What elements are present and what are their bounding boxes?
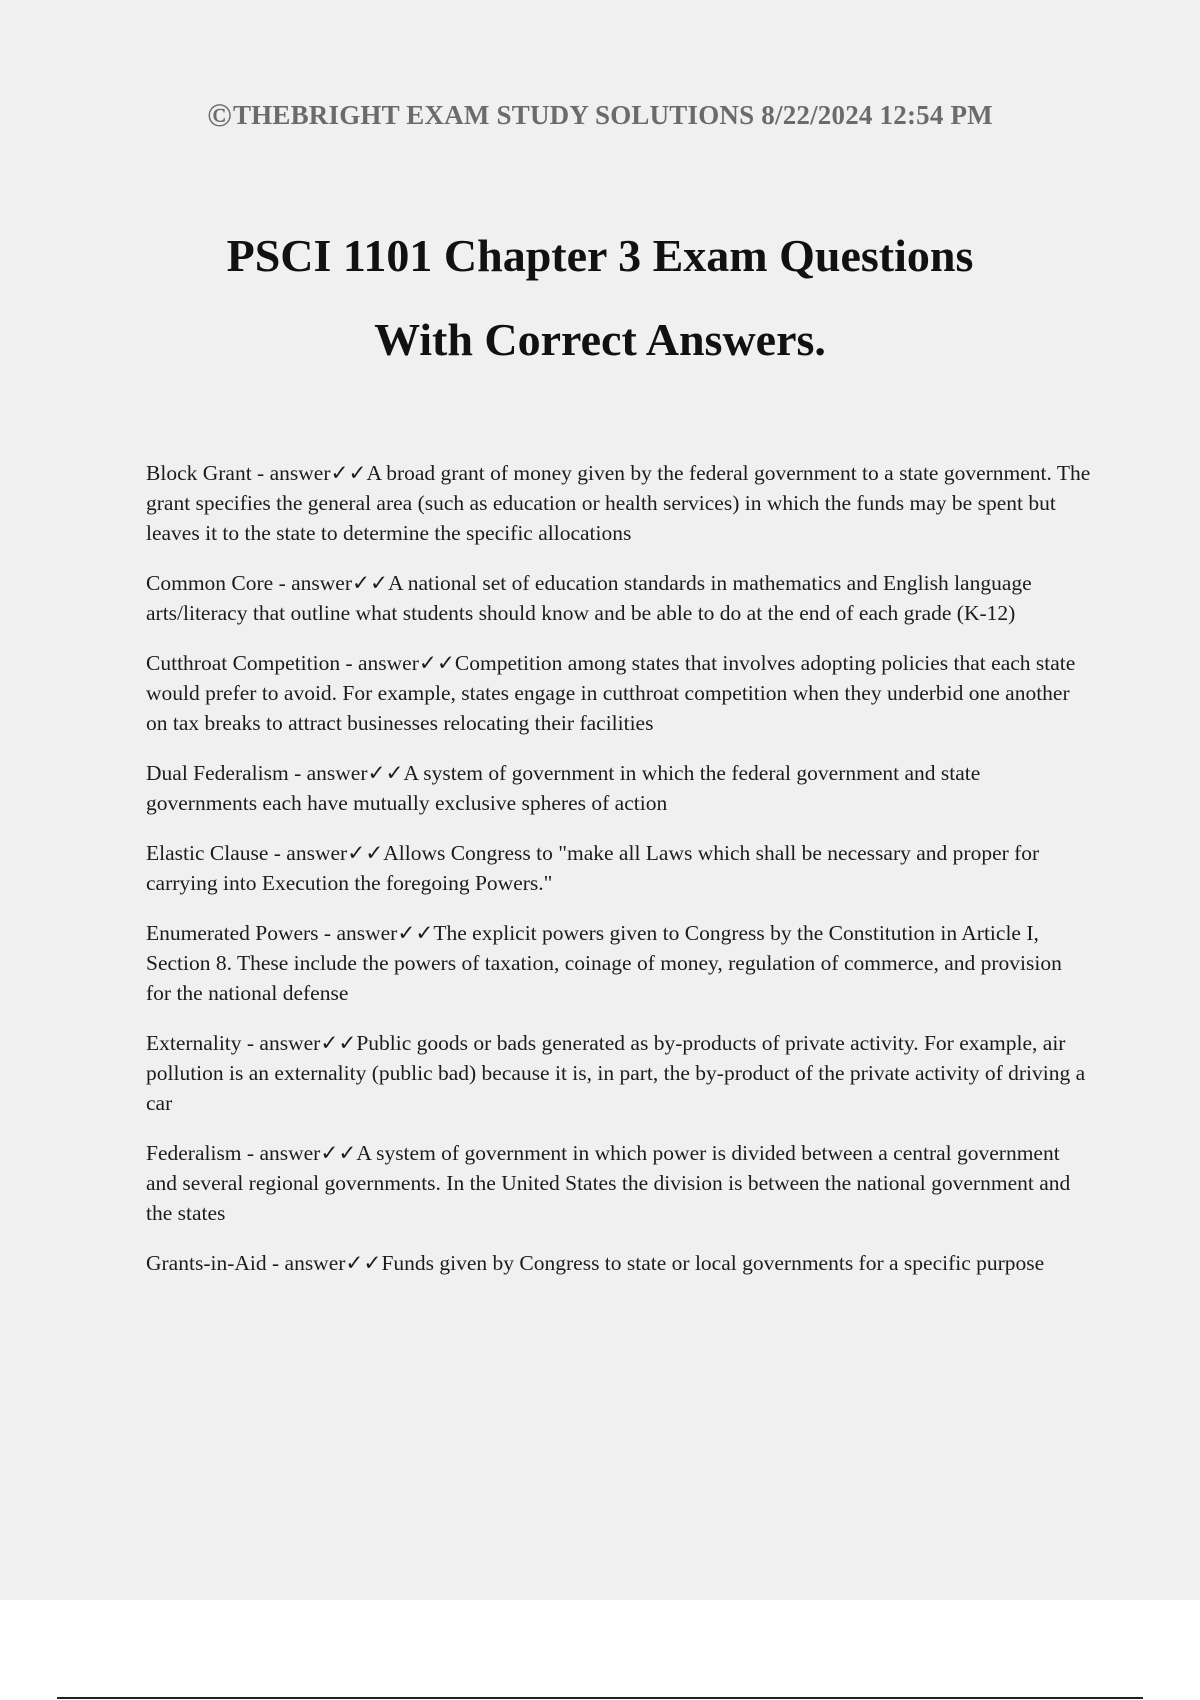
flashcard-entry: Block Grant - answer✓✓A broad grant of money given by the federal government to a state government. The grant specifies the general area (such as education or health services) in which the funds may be spent but leaves it to the state to determine the specific allocations [146, 461, 1091, 545]
flashcard-entry: Federalism - answer✓✓A system of government in which power is divided between a central government and several regional governments. In the United States the division is between the national government and the states [146, 1141, 1071, 1225]
document-title [0, 214, 1200, 382]
flashcard-entry: Enumerated Powers - answer✓✓The explicit powers given to Congress by the Constitution in Article I, Section 8. These include the powers of taxation, coinage of money, regulation of commerce, and provision for the national defense [146, 921, 1062, 1005]
flashcard-list [146, 458, 1091, 1298]
flashcard-entry: Externality - answer✓✓Public goods or bads generated as by-products of private activity. For example, air pollution is an externality (public bad) because it is, in part, the by-product of the private activity of driving a car [146, 1031, 1086, 1115]
flashcard-entry: Grants-in-Aid - answer✓✓Funds given by Congress to state or local governments for a specific purpose [146, 1251, 1045, 1275]
copyright-icon: © [207, 98, 232, 134]
page-divider [57, 1697, 1143, 1699]
flashcard-entry: Cutthroat Competition - answer✓✓Competition among states that involves adopting policies that each state would prefer to avoid. For example, states engage in cutthroat competition when they underbid one another on tax breaks to attract businesses relocating their facilities [146, 651, 1076, 735]
flashcard-entry: Dual Federalism - answer✓✓A system of government in which the federal government and state governments each have mutually exclusive spheres of action [146, 761, 981, 815]
flashcard-entry: Elastic Clause - answer✓✓Allows Congress to "make all Laws which shall be necessary and proper for carrying into Execution the foregoing Powers." [146, 841, 1040, 895]
title-line-2: With Correct Answers. [374, 314, 826, 365]
flashcard-entry: Common Core - answer✓✓A national set of education standards in mathematics and English language arts/literacy that outline what students should know and be able to do at the end of each grade (K-12) [146, 571, 1032, 625]
watermark-header [0, 98, 1200, 135]
watermark-text: THEBRIGHT EXAM STUDY SOLUTIONS 8/22/2024 12:54 PM [232, 100, 993, 130]
title-line-1: PSCI 1101 Chapter 3 Exam Questions [226, 230, 974, 281]
